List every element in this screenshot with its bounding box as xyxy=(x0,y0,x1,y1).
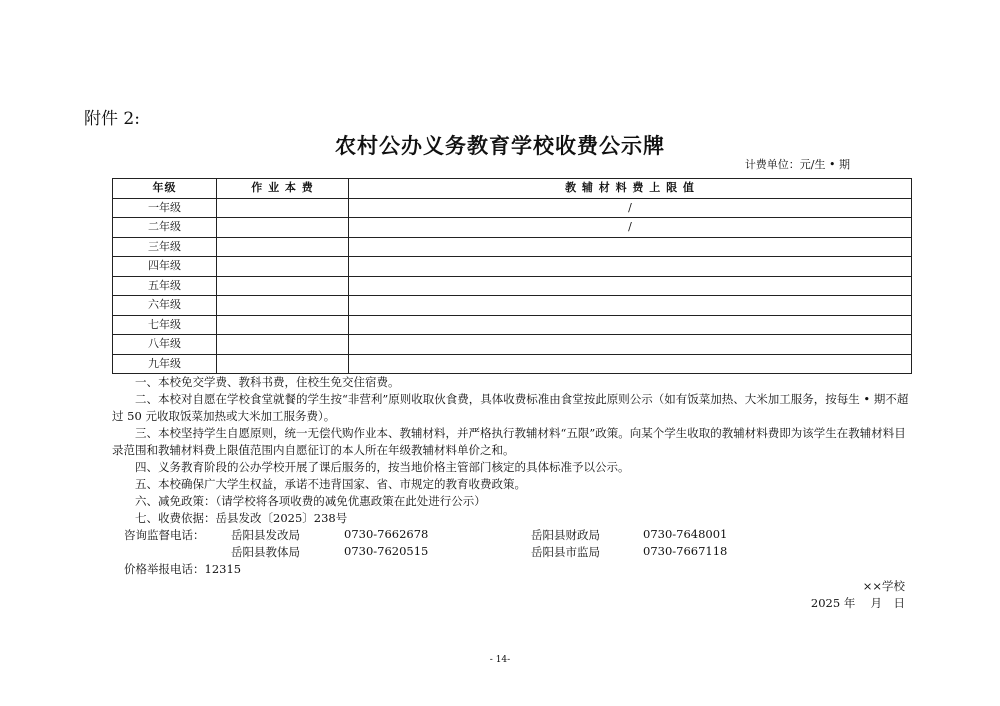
note-item: 二、本校对自愿在学校食堂就餐的学生按“非营利”原则收取伙食费，具体收费标准由食堂按此原则公示（如有饭菜加热、大米加工服务，按每生 • 期不超过 50 元收取饭菜加热或大米加工服务费）。 xyxy=(112,392,909,423)
contact-phone: 0730-7667118 xyxy=(643,544,728,558)
table-row xyxy=(113,296,912,316)
table-header-row xyxy=(113,179,912,199)
materials-cap-cell xyxy=(349,237,912,257)
homework-fee-cell xyxy=(217,354,349,374)
materials-cap-cell xyxy=(349,276,912,296)
notes-section xyxy=(112,374,912,527)
header-grade: 年级 xyxy=(113,179,217,199)
grade-cell: 六年级 xyxy=(113,296,217,316)
grade-cell: 三年级 xyxy=(113,237,217,257)
note-item: 三、本校坚持学生自愿原则，统一无偿代购作业本、教辅材料，并严格执行教辅材料“五限”政策。向某个学生收取的教辅材料费即为该学生在教辅材料目录范围和教辅材料费上限值范围内自愿征订的本人所在年级教辅材料单价之和。 xyxy=(112,426,906,457)
page-number: - 14- xyxy=(489,655,511,665)
contact-org: 岳阳县发改局 xyxy=(231,528,300,542)
homework-fee-cell xyxy=(217,198,349,218)
grade-cell: 四年级 xyxy=(113,257,217,277)
homework-fee-cell xyxy=(217,315,349,335)
homework-fee-cell xyxy=(217,237,349,257)
contact-org: 岳阳县教体局 xyxy=(231,545,300,559)
price-report-line: 价格举报电话：12315 xyxy=(124,562,242,576)
table-row xyxy=(113,218,912,238)
note-item: 六、减免政策：（请学校将各项收费的减免优惠政策在此处进行公示） xyxy=(135,494,486,508)
materials-cap-cell xyxy=(349,296,912,316)
homework-fee-cell xyxy=(217,296,349,316)
contact-phone: 0730-7648001 xyxy=(643,527,728,541)
grade-cell: 一年级 xyxy=(113,198,217,218)
grade-cell: 七年级 xyxy=(113,315,217,335)
fee-table xyxy=(112,178,912,374)
note-item: 一、本校免交学费、教科书费，住校生免交住宿费。 xyxy=(135,375,400,389)
table-row xyxy=(113,237,912,257)
materials-cap-cell xyxy=(349,335,912,355)
materials-cap-cell xyxy=(349,315,912,335)
contact-org: 岳阳县财政局 xyxy=(531,528,600,542)
homework-fee-cell xyxy=(217,257,349,277)
homework-fee-cell xyxy=(217,276,349,296)
table-row xyxy=(113,257,912,277)
table-row xyxy=(113,315,912,335)
grade-cell: 八年级 xyxy=(113,335,217,355)
contact-phone: 0730-7620515 xyxy=(344,544,429,558)
note-item: 七、收费依据：岳县发改〔2025〕238号 xyxy=(135,511,348,525)
attachment-label: 附件 2: xyxy=(84,109,140,129)
school-signature: ××学校 xyxy=(862,579,905,593)
contact-label: 咨询监督电话： xyxy=(124,528,205,542)
grade-cell: 九年级 xyxy=(113,354,217,374)
header-homework-fee: 作 业 本 费 xyxy=(217,179,349,199)
materials-cap-cell xyxy=(349,354,912,374)
table-row xyxy=(113,335,912,355)
materials-cap-cell: / xyxy=(349,198,912,218)
billing-unit: 计费单位：元/生 • 期 xyxy=(744,158,850,171)
header-materials-cap: 教 辅 材 料 费 上 限 值 xyxy=(349,179,912,199)
grade-cell: 五年级 xyxy=(113,276,217,296)
contact-phone: 0730-7662678 xyxy=(344,527,429,541)
homework-fee-cell xyxy=(217,335,349,355)
table-row xyxy=(113,276,912,296)
note-item: 五、本校确保广大学生权益，承诺不违背国家、省、市规定的教育收费政策。 xyxy=(135,477,526,491)
contact-org: 岳阳县市监局 xyxy=(531,545,600,559)
table-row xyxy=(113,354,912,374)
page-title: 农村公办义务教育学校收费公示牌 xyxy=(335,133,665,158)
materials-cap-cell xyxy=(349,257,912,277)
homework-fee-cell xyxy=(217,218,349,238)
grade-cell: 二年级 xyxy=(113,218,217,238)
table-row xyxy=(113,198,912,218)
signature-date: 2025 年 月 日 xyxy=(810,596,905,610)
materials-cap-cell: / xyxy=(349,218,912,238)
note-item: 四、义务教育阶段的公办学校开展了课后服务的，按当地价格主管部门核定的具体标准予以公示。 xyxy=(135,460,630,474)
